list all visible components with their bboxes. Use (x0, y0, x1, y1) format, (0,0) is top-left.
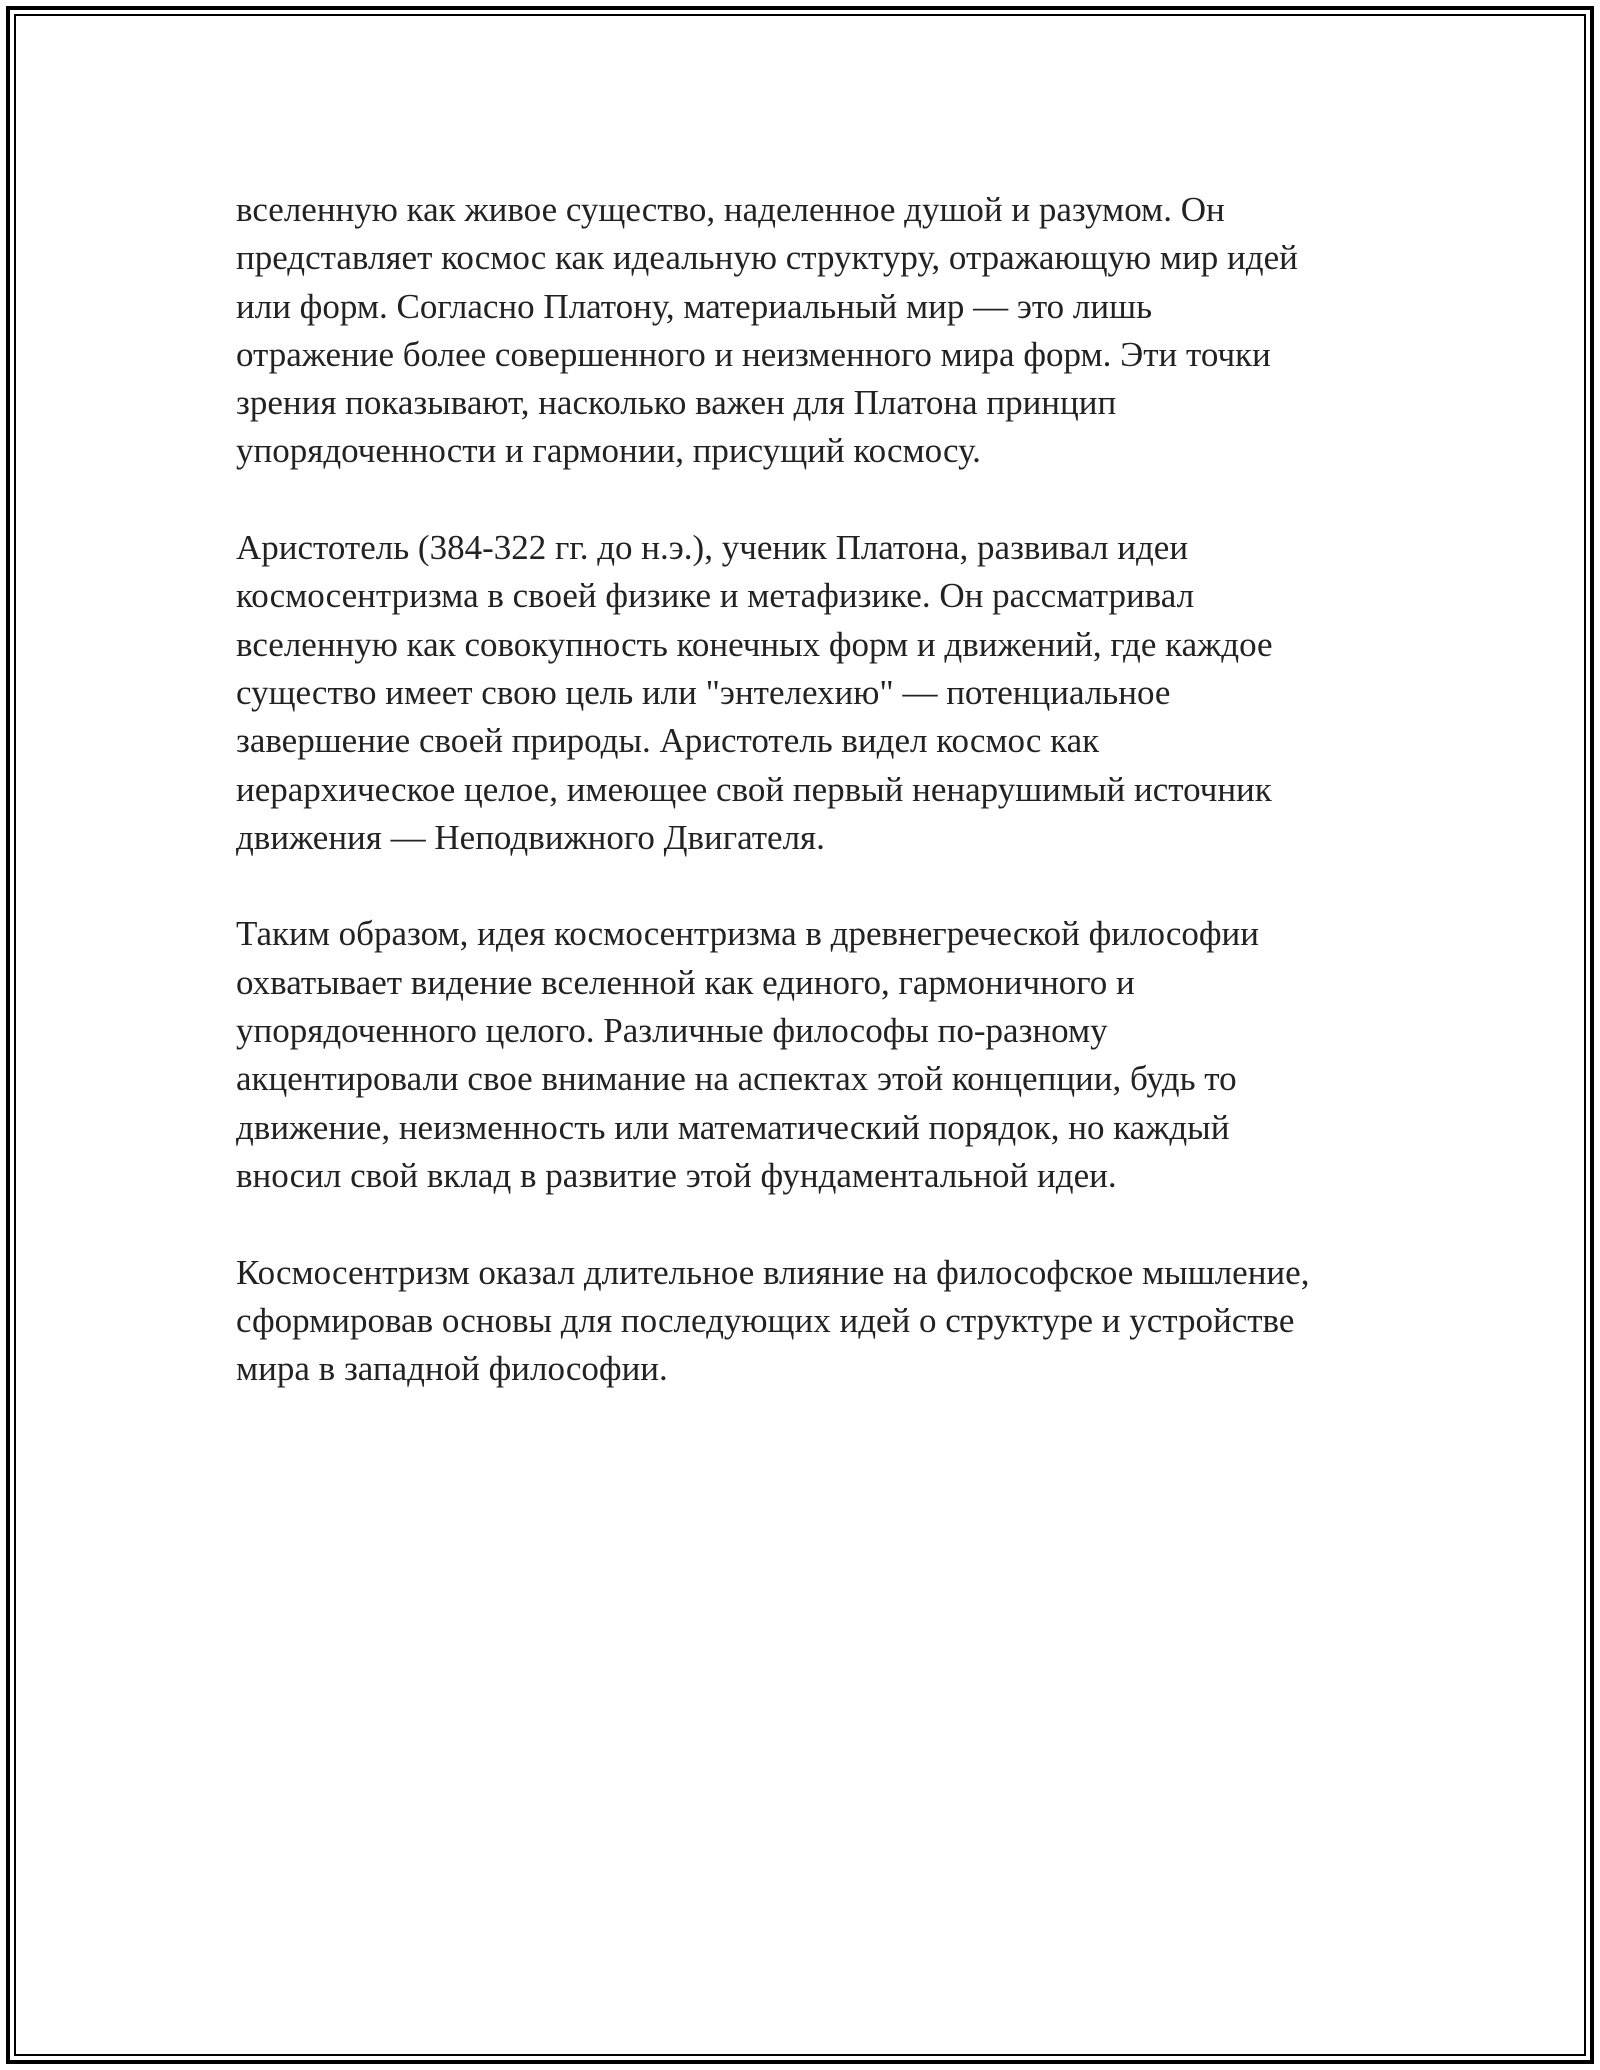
text-line: упорядоченности и гармонии, присущий космосу. (236, 431, 981, 471)
text-line: завершение своей природы. Аристотель видел космос как (236, 721, 1100, 761)
text-line: Таким образом, идея космосентризма в древнегреческой философии (236, 914, 1259, 954)
text-line: вселенную как живое существо, наделенное душой и разумом. Он (236, 190, 1225, 229)
document-body (236, 186, 1366, 1442)
paragraph-influence (236, 1249, 1366, 1394)
text-line: упорядоченного целого. Различные философы по-разному (236, 1011, 1108, 1051)
paragraph-plato-cosmos (236, 186, 1366, 476)
text-line: существо имеет свою цель или "энтелехию" — потенциальное (236, 672, 1171, 712)
text-line: вселенную как совокупность конечных форм и движений, где каждое (236, 624, 1273, 664)
text-line: космосентризма в своей физике и метафизике. Он рассматривал (236, 576, 1195, 616)
text-line: сформировав основы для последующих идей о структуре и устройстве (236, 1300, 1295, 1340)
text-line: иерархическое целое, имеющее свой первый ненарушимый источник (236, 769, 1272, 809)
paragraph-aristotle (236, 524, 1366, 862)
text-line: представляет космос как идеальную структуру, отражающую мир идей (236, 238, 1298, 278)
text-line: зрения показывают, насколько важен для Платона принцип (236, 383, 1117, 423)
text-line: движения — Неподвижного Двигателя. (236, 817, 825, 857)
text-line: отражение более совершенного и неизменного мира форм. Эти точки (236, 334, 1271, 374)
text-line: акцентировали свое внимание на аспектах этой концепции, будь то (236, 1059, 1237, 1099)
paragraph-conclusion (236, 910, 1366, 1200)
text-line: вносил свой вклад в развитие этой фундаментальной идеи. (236, 1155, 1117, 1195)
text-line: Космосентризм оказал длительное влияние на философское мышление, (236, 1252, 1310, 1292)
text-line: движение, неизменность или математический порядок, но каждый (236, 1107, 1230, 1147)
text-line: мира в западной философии. (236, 1349, 668, 1389)
text-line: или форм. Согласно Платону, материальный мир — это лишь (236, 286, 1153, 326)
text-line: охватывает видение вселенной как единого, гармоничного и (236, 962, 1135, 1002)
text-line: Аристотель (384-322 гг. до н.э.), ученик Платона, развивал идеи (236, 528, 1189, 568)
